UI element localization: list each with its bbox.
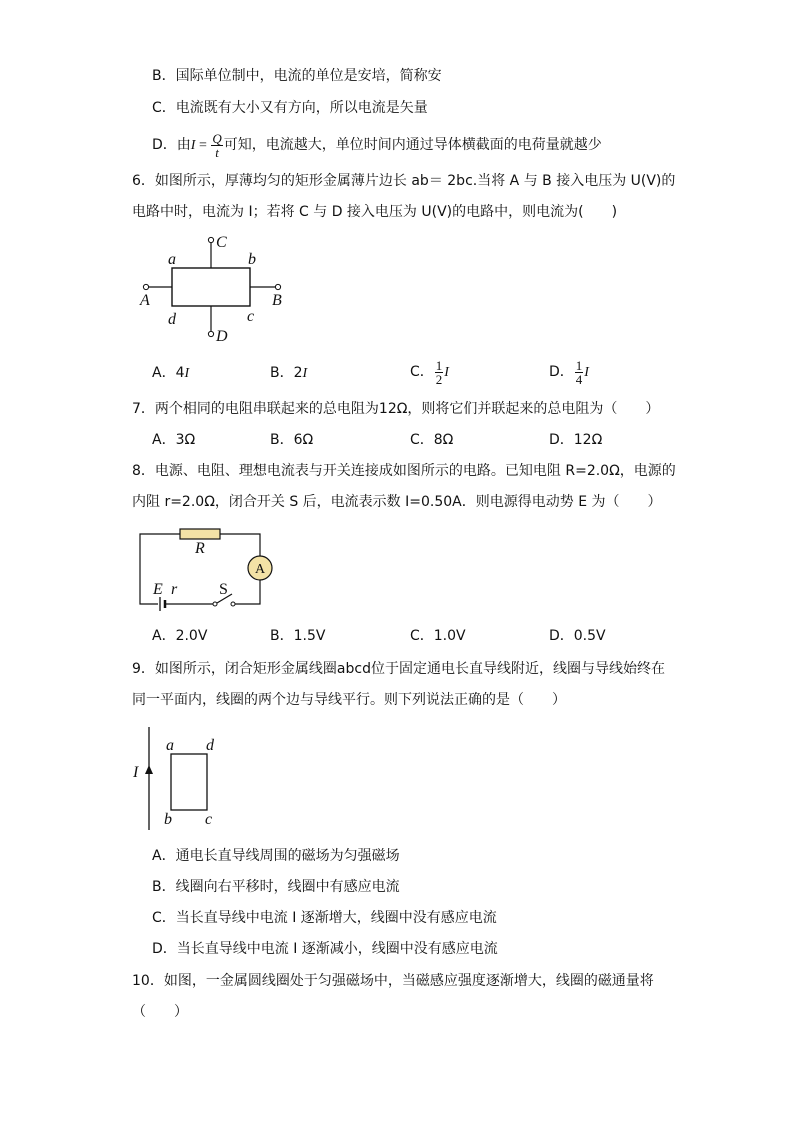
q6-option-a-var: I <box>184 366 190 381</box>
q6-option-c-num: 1 <box>435 357 443 373</box>
terminal-A <box>143 284 148 289</box>
q6-option-d-label: D． <box>549 364 574 380</box>
q5-option-d-prefix: D．由 <box>152 137 191 153</box>
q6-option-c-label: C． <box>410 364 434 380</box>
label-d: d <box>168 311 176 328</box>
circuit-wire-top-right <box>220 534 260 556</box>
q8-option-c: C．1.0V <box>410 628 466 644</box>
label-d: d <box>206 737 214 754</box>
q5-option-c: C．电流既有大小又有方向，所以电流是矢量 <box>152 100 428 116</box>
q9-option-a: A．通电长直导线周围的磁场为匀强磁场 <box>152 848 400 864</box>
q7-option-c: C．8Ω <box>410 432 454 448</box>
label-A: A <box>140 292 150 309</box>
terminal-C <box>208 237 213 242</box>
q9-option-c: C．当长直导线中电流 I 逐渐增大，线圈中没有感应电流 <box>152 910 497 926</box>
q6-option-c-den: 2 <box>435 371 443 387</box>
q10-stem-line1: 10．如图，一金属圆线圈处于匀强磁场中，当磁感应强度逐渐增大，线圈的磁通量将 <box>132 973 654 989</box>
q6-option-d-num: 1 <box>575 357 583 373</box>
q8-option-b: B．1.5V <box>270 628 326 644</box>
label-b: b <box>164 811 172 828</box>
label-a: a <box>166 737 174 754</box>
q8-option-d: D．0.5V <box>549 628 606 644</box>
q6-option-b-var: I <box>302 366 308 381</box>
ammeter-label: A <box>254 562 266 577</box>
circuit-wire-right <box>233 580 260 604</box>
q6-option-d-fraction <box>575 359 584 386</box>
q6-option-d <box>549 356 589 389</box>
q8-option-a: A．2.0V <box>152 628 208 644</box>
q5-option-d-suffix: 可知，电流越大，单位时间内通过导体横截面的电荷量就越少 <box>223 137 602 153</box>
q9-option-b: B．线圈向右平移时，线圈中有感应电流 <box>152 879 400 895</box>
switch-pivot <box>213 602 217 606</box>
label-r: r <box>171 581 178 598</box>
q6-option-d-den: 4 <box>575 371 583 387</box>
label-D: D <box>216 328 228 345</box>
label-B: B <box>272 292 282 309</box>
q5-option-d <box>152 131 602 160</box>
label-C: C <box>216 234 227 251</box>
q5-formula-fraction <box>211 132 222 159</box>
label-E: E <box>153 581 163 598</box>
q9-option-d: D．当长直导线中电流 I 逐渐减小，线圈中没有感应电流 <box>152 941 498 957</box>
q5-formula-eq: = <box>195 138 211 153</box>
switch-contact <box>231 602 235 606</box>
q7-stem: 7．两个相同的电阻串联起来的总电阻为12Ω，则将它们并联起来的总电阻为（ ） <box>132 401 660 417</box>
current-direction-arrow <box>145 765 153 774</box>
q8-figure-circuit <box>130 520 290 615</box>
q7-option-a: A．3Ω <box>152 432 196 448</box>
label-b: b <box>248 251 256 268</box>
terminal-D <box>208 331 213 336</box>
q9-stem-line1: 9．如图所示，闭合矩形金属线圈abcd位于固定通电长直导线附近，线圈与导线始终在 <box>132 661 665 677</box>
q6-option-a-label: A．4 <box>152 365 185 381</box>
q5-fraction-numerator: Q <box>212 130 222 146</box>
q9-stem-line2: 同一平面内，线圈的两个边与导线平行。则下列说法正确的是（ ） <box>132 692 566 708</box>
q6-option-b-label: B．2 <box>270 365 303 381</box>
label-c: c <box>205 811 213 828</box>
q7-option-d: D．12Ω <box>549 432 603 448</box>
q6-option-c-fraction <box>435 359 444 386</box>
resistor-R <box>180 529 220 539</box>
q6-stem-line1: 6．如图所示，厚薄均匀的矩形金属薄片边长 ab＝ 2bc.当将 A 与 B 接入电压为 U(V)的 <box>132 173 676 189</box>
q6-option-b <box>270 364 307 383</box>
label-c: c <box>247 308 255 325</box>
q5-formula-i: I <box>190 138 196 153</box>
q6-option-c-var: I <box>444 365 449 380</box>
rectangular-coil <box>171 754 207 810</box>
q6-option-d-var: I <box>584 365 589 380</box>
q5-fraction-denominator: t <box>215 144 219 160</box>
label-I: I <box>133 764 139 781</box>
label-R: R <box>195 540 205 557</box>
q6-stem-line2: 电路中时，电流为 I；若将 C 与 D 接入电压为 U(V)的电路中，则电流为( ) <box>132 204 618 220</box>
q8-stem-line2: 内阻 r=2.0Ω，闭合开关 S 后，电流表示数 I=0.50A．则电源得电动势 E 为（ ） <box>132 494 662 510</box>
label-a: a <box>168 251 176 268</box>
q6-option-c <box>410 356 449 389</box>
q8-stem-line1: 8．电源、电阻、理想电流表与开关连接成如图所示的电路。已知电阻 R=2.0Ω，电源的 <box>132 463 676 479</box>
q6-option-a <box>152 364 189 383</box>
q7-option-b: B．6Ω <box>270 432 314 448</box>
q5-option-b: B．国际单位制中，电流的单位是安培，简称安 <box>152 68 442 84</box>
terminal-B <box>275 284 280 289</box>
q9-figure-wire-and-coil <box>128 724 228 834</box>
q6-figure-metal-plate <box>130 228 305 348</box>
label-S: S <box>219 581 228 598</box>
plate-rectangle <box>172 268 250 306</box>
q10-stem-line2: （ ） <box>132 1004 188 1020</box>
